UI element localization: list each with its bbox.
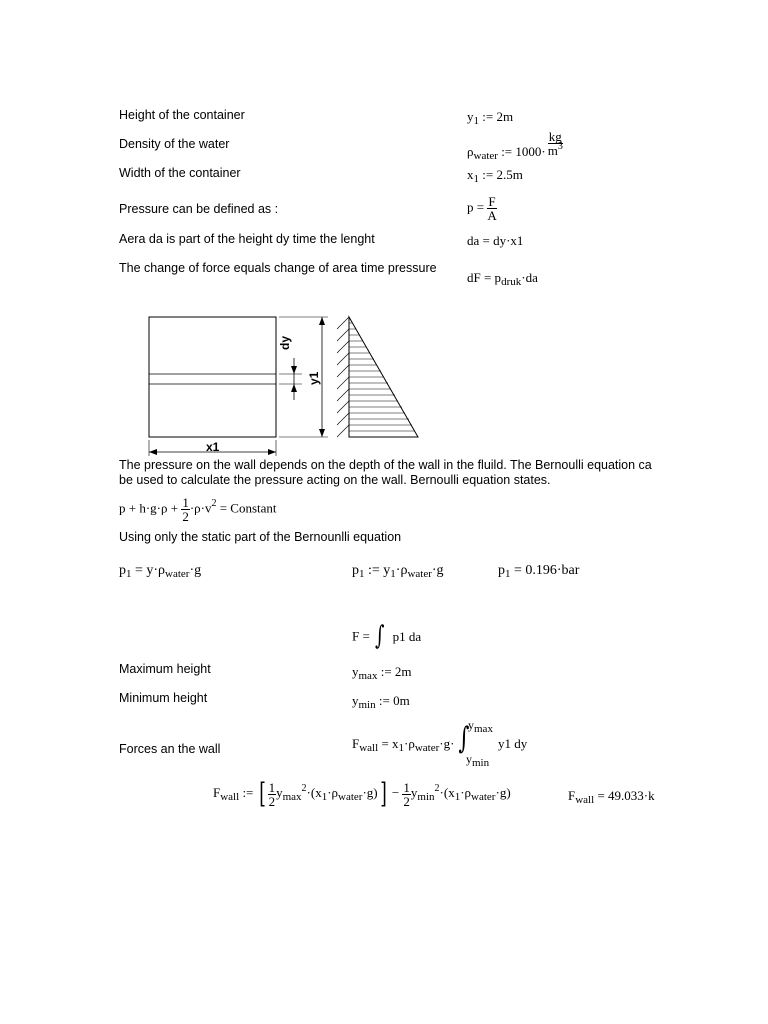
height-equation: $y_1$ := 2m [467,109,514,127]
forces-wall-label: Forces an the wall [119,742,221,756]
ymin-equation: $y_{min}$ := 0m [352,693,410,711]
min-height-label: Minimum height [119,691,208,705]
area-label: Aera da is part of the height dy time the lenght [119,232,375,246]
max-height-label: Maximum height [119,662,211,676]
forces-integral-sign: ∫ [458,721,470,756]
integral-lower-limit: ymin [466,752,490,769]
bernoulli-para-line1: The pressure on the wall depends on the depth of the wall in the fluild. The Bernoulli equation ca [119,458,652,472]
force-change-equation: dF = $p_{druk}\cdot da$ [467,270,538,288]
height-label: Height of the container [119,108,245,122]
integrand: y1 dy [498,736,528,751]
pressure-equation: p = $\frac{F}{A}$ [467,194,497,223]
p1-result: $p_1 = 0.196\cdot bar$ [498,563,580,580]
force-integral: F = ∫ p1 da [352,621,422,651]
density-equation: $\rho_{water}$ := 1000· $\frac{kg}{m^3}$ [467,129,563,163]
forces-wall-equation: $F_{wall} = x_1\cdot\rho_{water}\cdot g\cdot$ [352,736,455,754]
container-diagram [140,310,430,460]
final-force-equation: $F_{wall}$ := [ $\frac{1}{2}$ $y_{max}^2\cdot(x_1\cdot\rho_{water}\cdot g)$] − $\frac{1}{2}$ $y_{min}^2\cdot(x_1\cdot\rho_{water}\cdot g)$ [213,777,511,810]
width-label: Width of the container [119,166,241,180]
pressure-label: Pressure can be defined as : [119,202,279,216]
force-change-label: The change of force equals change of area time pressure [119,261,437,275]
static-part-label: Using only the static part of the Bernounlli equation [119,530,402,544]
p1-definition: $p_1 = y\cdot\rho_{water}\cdot g$ [119,563,202,580]
dy-label: dy [278,335,292,350]
width-equation: $x_1$ := 2.5m [467,167,523,185]
y1-label: y1 [307,371,321,385]
density-label: Density of the water [119,137,230,151]
ymax-equation: $y_{max}$ := 2m [352,664,412,682]
integral-upper-limit: ymax [468,718,493,735]
p1-assignment: $p_1$ := $y_1\cdot\rho_{water}\cdot g$ [352,563,444,580]
final-force-result: $F_{wall} = 49.033\cdot k$ [568,788,655,806]
bernoulli-para-line2: be used to calculate the pressure acting on the wall. Bernoulli equation states. [119,473,551,487]
area-equation: da = dy·x1 [467,233,524,248]
x1-label: x1 [206,440,220,454]
bernoulli-equation: p + h·g·ρ + $\frac{1}{2}$ $\cdot\rho\cdot v^2$ = Constant [119,495,277,524]
